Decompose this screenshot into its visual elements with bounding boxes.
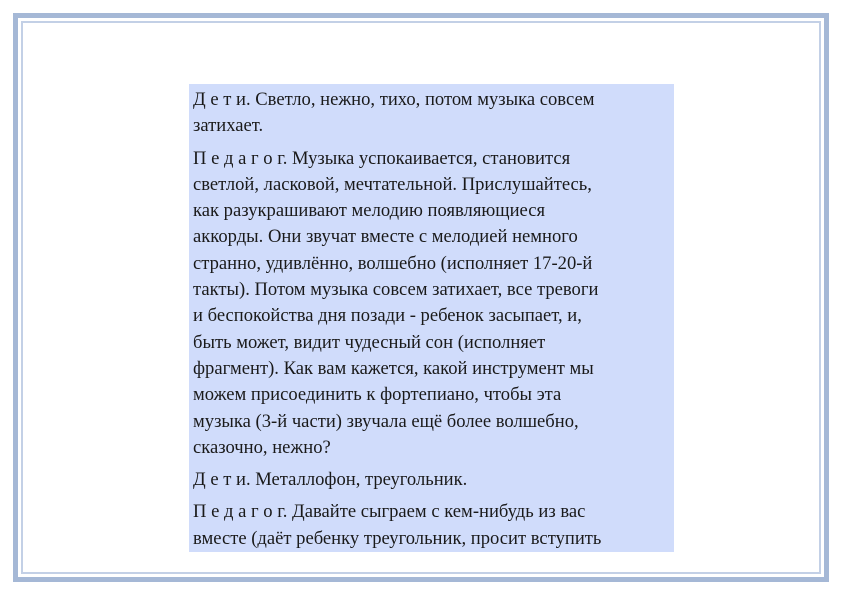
- text-line: странно, удивлённо, волшебно (исполняет 17-20-й: [193, 252, 593, 274]
- text-line: П е д а г о г. Давайте сыграем с кем-нибудь из вас: [193, 501, 586, 523]
- text-line: Д е т и. Металлофон, треугольник.: [193, 469, 468, 491]
- text-line: Д е т и. Светло, нежно, тихо, потом музыка совсем: [193, 89, 595, 110]
- paragraph-children-2: [193, 467, 670, 493]
- text-line: вместе (даёт ребенку треугольник, просит вступить: [193, 527, 602, 549]
- paragraph-teacher-2: [193, 499, 670, 552]
- text-line: быть может, видит чудесный сон (исполняет: [193, 331, 546, 353]
- text-line: светлой, ласковой, мечтательной. Прислушайтесь,: [193, 173, 592, 195]
- text-line: затихает.: [193, 115, 264, 137]
- text-line: П е д а г о г. Музыка успокаивается, становится: [193, 147, 571, 169]
- text-line: такты). Потом музыка совсем затихает, все тревоги: [193, 279, 599, 301]
- paragraph-children-1: [193, 87, 670, 140]
- text-line: можем присоединить к фортепиано, чтобы эта: [193, 384, 562, 406]
- text-line: аккорды. Они звучат вместе с мелодией немного: [193, 226, 578, 248]
- text-block: [189, 84, 674, 552]
- text-line: музыка (3-й части) звучала ещё более волшебно,: [193, 410, 579, 432]
- text-line: и беспокойства дня позади - ребенок засыпает, и,: [193, 305, 582, 327]
- text-line: сказочно, нежно?: [193, 436, 331, 458]
- text-line: фрагмент). Как вам кажется, какой инструмент мы: [193, 357, 594, 379]
- text-line: как разукрашивают мелодию появляющиеся: [193, 200, 546, 222]
- paragraph-teacher-1: [193, 146, 670, 462]
